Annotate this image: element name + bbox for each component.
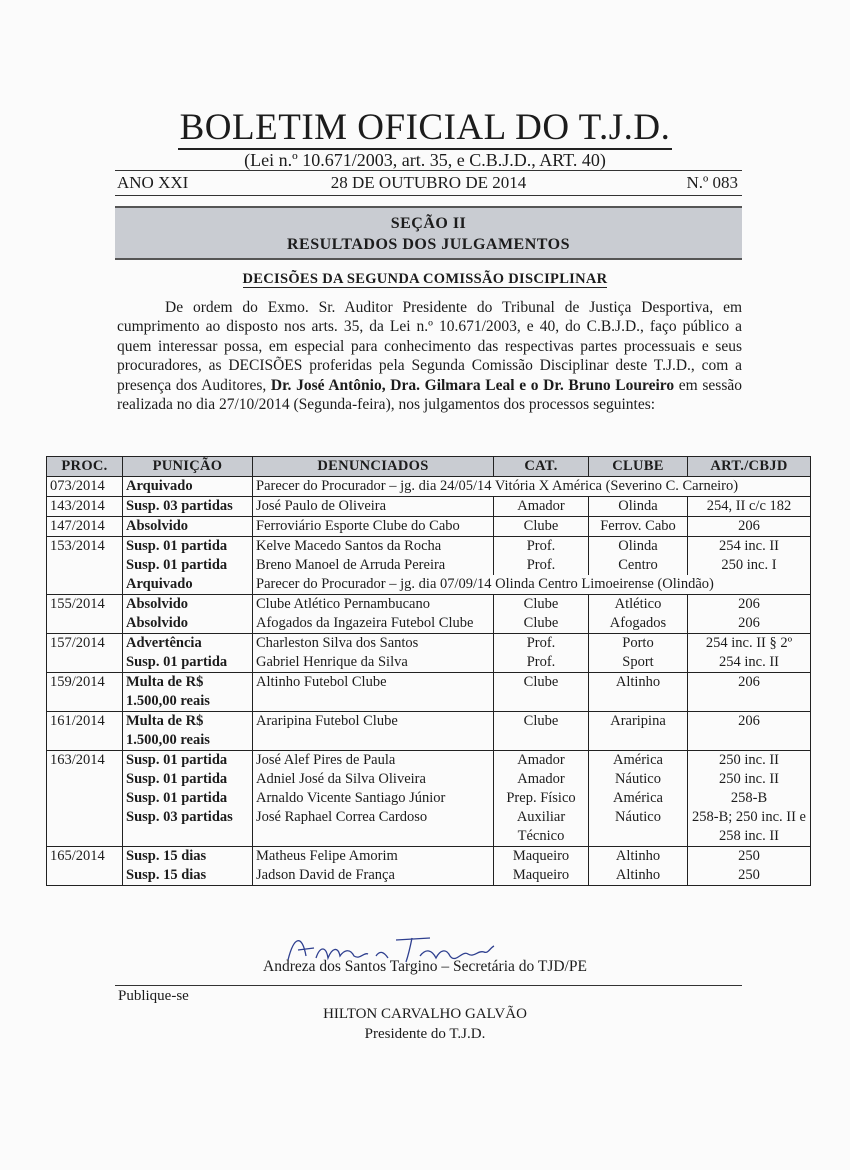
col-header-denunciados: DENUNCIADOS xyxy=(253,457,494,477)
cell-punicao: Absolvido xyxy=(123,614,253,634)
table-row xyxy=(47,614,811,634)
col-header-clube: CLUBE xyxy=(589,457,688,477)
cell-art: 206 xyxy=(688,595,811,615)
cell-cat: Auxiliar Técnico xyxy=(494,808,589,847)
president-block xyxy=(0,1004,850,1044)
cell-punicao: Arquivado xyxy=(123,575,253,595)
cell-denunciado: Araripina Futebol Clube xyxy=(253,712,494,751)
col-header-cat: CAT. xyxy=(494,457,589,477)
cell-punicao: Susp. 01 partida xyxy=(123,789,253,808)
cell-denunciado: Breno Manoel de Arruda Pereira xyxy=(253,556,494,575)
cell-cat: Clube xyxy=(494,712,589,751)
table-row xyxy=(47,847,811,867)
cell-art: 250 inc. I xyxy=(688,556,811,575)
president-name: HILTON CARVALHO GALVÃO xyxy=(323,1006,527,1022)
cell-clube: Náutico xyxy=(589,770,688,789)
cell-denunciado: Jadson David de França xyxy=(253,866,494,886)
publique-label: Publique-se xyxy=(118,988,189,1004)
cell-clube: Centro xyxy=(589,556,688,575)
table-row xyxy=(47,712,811,751)
table-row xyxy=(47,537,811,557)
cell-proc xyxy=(47,556,123,575)
cell-art: 250 inc. II xyxy=(688,770,811,789)
bulletin-title-text: BOLETIM OFICIAL DO T.J.D. xyxy=(179,107,671,148)
bulletin-title xyxy=(0,106,850,150)
cell-denunciado: Charleston Silva dos Santos xyxy=(253,634,494,654)
cell-art: 250 xyxy=(688,847,811,867)
cell-art: 206 xyxy=(688,673,811,712)
issue-year: ANO XXI xyxy=(117,173,189,192)
cell-denunciado: Ferroviário Esporte Clube do Cabo xyxy=(253,517,494,537)
cell-punicao: Susp. 01 partida xyxy=(123,653,253,673)
cell-clube: Olinda xyxy=(589,537,688,557)
cell-cat: Amador xyxy=(494,497,589,517)
cell-cat: Clube xyxy=(494,517,589,537)
col-header-proc: PROC. xyxy=(47,457,123,477)
cell-proc: 153/2014 xyxy=(47,537,123,557)
cell-cat: Prof. xyxy=(494,537,589,557)
cell-art: 254, II c/c 182 xyxy=(688,497,811,517)
cell-cat: Clube xyxy=(494,673,589,712)
table-row xyxy=(47,866,811,886)
cell-proc: 165/2014 xyxy=(47,847,123,867)
intro-paragraph xyxy=(117,298,742,414)
cell-punicao: Susp. 01 partida xyxy=(123,537,253,557)
cell-punicao: Susp. 15 dias xyxy=(123,847,253,867)
table-row xyxy=(47,595,811,615)
cell-proc: 143/2014 xyxy=(47,497,123,517)
table-row xyxy=(47,673,811,712)
cell-proc xyxy=(47,770,123,789)
cell-cat: Maqueiro xyxy=(494,866,589,886)
cell-cat: Amador xyxy=(494,751,589,771)
cell-denunciado: Arnaldo Vicente Santiago Júnior xyxy=(253,789,494,808)
cell-proc xyxy=(47,789,123,808)
cell-clube: América xyxy=(589,789,688,808)
issue-number: N.º 083 xyxy=(686,173,738,192)
decisions-heading xyxy=(0,271,850,288)
cell-clube: Olinda xyxy=(589,497,688,517)
cell-art: 206 xyxy=(688,712,811,751)
cell-proc xyxy=(47,866,123,886)
cell-proc xyxy=(47,614,123,634)
table-header-row xyxy=(47,457,811,477)
issue-date: 28 DE OUTUBRO DE 2014 xyxy=(330,173,527,192)
cell-cat: Prof. xyxy=(494,634,589,654)
cell-punicao: Multa de R$ 1.500,00 reais xyxy=(123,712,253,751)
cell-art: 258-B; 250 inc. II e 258 inc. II xyxy=(688,808,811,847)
table-row xyxy=(47,751,811,771)
cell-clube: América xyxy=(589,751,688,771)
cell-punicao: Susp. 01 partida xyxy=(123,556,253,575)
cell-proc xyxy=(47,575,123,595)
table-row xyxy=(47,634,811,654)
president-title: Presidente do T.J.D. xyxy=(364,1026,486,1042)
footer-divider xyxy=(115,985,742,986)
cell-proc: 161/2014 xyxy=(47,712,123,751)
cell-cat: Clube xyxy=(494,595,589,615)
cell-denunciado: Kelve Macedo Santos da Rocha xyxy=(253,537,494,557)
cell-cat: Maqueiro xyxy=(494,847,589,867)
table-row xyxy=(47,556,811,575)
cell-art: 206 xyxy=(688,517,811,537)
cell-denunciado: Afogados da Ingazeira Futebol Clube xyxy=(253,614,494,634)
intro-auditors: Dr. José Antônio, Dra. Gilmara Leal e o Dr. Bruno Loureiro xyxy=(270,376,675,394)
col-header-art: ART./CBJD xyxy=(688,457,811,477)
cell-clube: Porto xyxy=(589,634,688,654)
table-row xyxy=(47,477,811,497)
cell-art: 206 xyxy=(688,614,811,634)
cell-clube: Altinho xyxy=(589,866,688,886)
cell-denunciado: José Paulo de Oliveira xyxy=(253,497,494,517)
cell-clube: Ferrov. Cabo xyxy=(589,517,688,537)
cell-proc xyxy=(47,653,123,673)
table-row xyxy=(47,770,811,789)
section-banner xyxy=(115,206,742,260)
cell-proc: 163/2014 xyxy=(47,751,123,771)
cell-proc: 157/2014 xyxy=(47,634,123,654)
cell-punicao: Arquivado xyxy=(123,477,253,497)
cell-clube: Afogados xyxy=(589,614,688,634)
section-number: SEÇÃO II xyxy=(390,215,467,232)
cell-proc: 147/2014 xyxy=(47,517,123,537)
cell-art: 254 inc. II § 2º xyxy=(688,634,811,654)
cell-punicao: Susp. 01 partida xyxy=(123,751,253,771)
secretary-signature-line: Andreza dos Santos Targino – Secretária do TJD/PE xyxy=(263,958,587,975)
cell-punicao: Susp. 01 partida xyxy=(123,770,253,789)
cell-clube: Altinho xyxy=(589,673,688,712)
table-row xyxy=(47,517,811,537)
cell-punicao: Absolvido xyxy=(123,595,253,615)
cell-punicao: Advertência xyxy=(123,634,253,654)
cell-art: 254 inc. II xyxy=(688,537,811,557)
cell-cat: Prof. xyxy=(494,653,589,673)
results-table xyxy=(46,456,811,886)
cell-denunciado: Clube Atlético Pernambucano xyxy=(253,595,494,615)
cell-punicao: Susp. 15 dias xyxy=(123,866,253,886)
table-row xyxy=(47,575,811,595)
table-row xyxy=(47,808,811,847)
cell-punicao: Susp. 03 partidas xyxy=(123,497,253,517)
cell-proc: 073/2014 xyxy=(47,477,123,497)
cell-parecer: Parecer do Procurador – jg. dia 24/05/14 Vitória X América (Severino C. Carneiro) xyxy=(253,477,811,497)
cell-cat: Clube xyxy=(494,614,589,634)
cell-denunciado: Gabriel Henrique da Silva xyxy=(253,653,494,673)
cell-proc xyxy=(47,808,123,847)
cell-clube: Atlético xyxy=(589,595,688,615)
table-row xyxy=(47,653,811,673)
cell-denunciado: José Raphael Correa Cardoso xyxy=(253,808,494,847)
intro-part2: em sessão realizada no dia 27/10/2014 (Segunda-feira), nos julgamentos dos processos seguintes: xyxy=(117,376,742,414)
cell-clube: Araripina xyxy=(589,712,688,751)
cell-denunciado: José Alef Pires de Paula xyxy=(253,751,494,771)
cell-parecer: Parecer do Procurador – jg. dia 07/09/14 Olinda Centro Limoeirense (Olindão) xyxy=(253,575,811,595)
cell-denunciado: Altinho Futebol Clube xyxy=(253,673,494,712)
cell-art: 250 xyxy=(688,866,811,886)
cell-art: 254 inc. II xyxy=(688,653,811,673)
cell-clube: Altinho xyxy=(589,847,688,867)
cell-punicao: Absolvido xyxy=(123,517,253,537)
cell-punicao: Multa de R$ 1.500,00 reais xyxy=(123,673,253,712)
cell-denunciado: Adniel José da Silva Oliveira xyxy=(253,770,494,789)
table-body xyxy=(47,477,811,886)
table-row xyxy=(47,789,811,808)
cell-cat: Prep. Físico xyxy=(494,789,589,808)
cell-cat: Prof. xyxy=(494,556,589,575)
col-header-punicao: PUNIÇÃO xyxy=(123,457,253,477)
cell-art: 250 inc. II xyxy=(688,751,811,771)
table-row xyxy=(47,497,811,517)
issue-info-bar xyxy=(115,170,742,196)
section-title: RESULTADOS DOS JULGAMENTOS xyxy=(287,236,570,253)
cell-proc: 155/2014 xyxy=(47,595,123,615)
cell-cat: Amador xyxy=(494,770,589,789)
cell-proc: 159/2014 xyxy=(47,673,123,712)
cell-denunciado: Matheus Felipe Amorim xyxy=(253,847,494,867)
cell-punicao: Susp. 03 partidas xyxy=(123,808,253,847)
cell-art: 258-B xyxy=(688,789,811,808)
cell-clube: Sport xyxy=(589,653,688,673)
bulletin-subtitle: (Lei n.º 10.671/2003, art. 35, e C.B.J.D., ART. 40) xyxy=(244,150,606,170)
intro-part1: De ordem do Exmo. Sr. Auditor Presidente do Tribunal de Justiça Desportiva, em cumprimento ao disposto nos arts. 35, da Lei n.º 10.671/2003, e 40, do C.B.J.D., faço público a quem interessar possa, em especial para conhecimento das respectivas partes processuais e seus procuradores, as DECISÕES proferidas pela Segunda Comissão Disciplinar deste T.J.D., com a presença dos Auditores, xyxy=(117,299,742,394)
cell-clube: Náutico xyxy=(589,808,688,847)
decisions-heading-text: DECISÕES DA SEGUNDA COMISSÃO DISCIPLINAR xyxy=(242,271,608,287)
